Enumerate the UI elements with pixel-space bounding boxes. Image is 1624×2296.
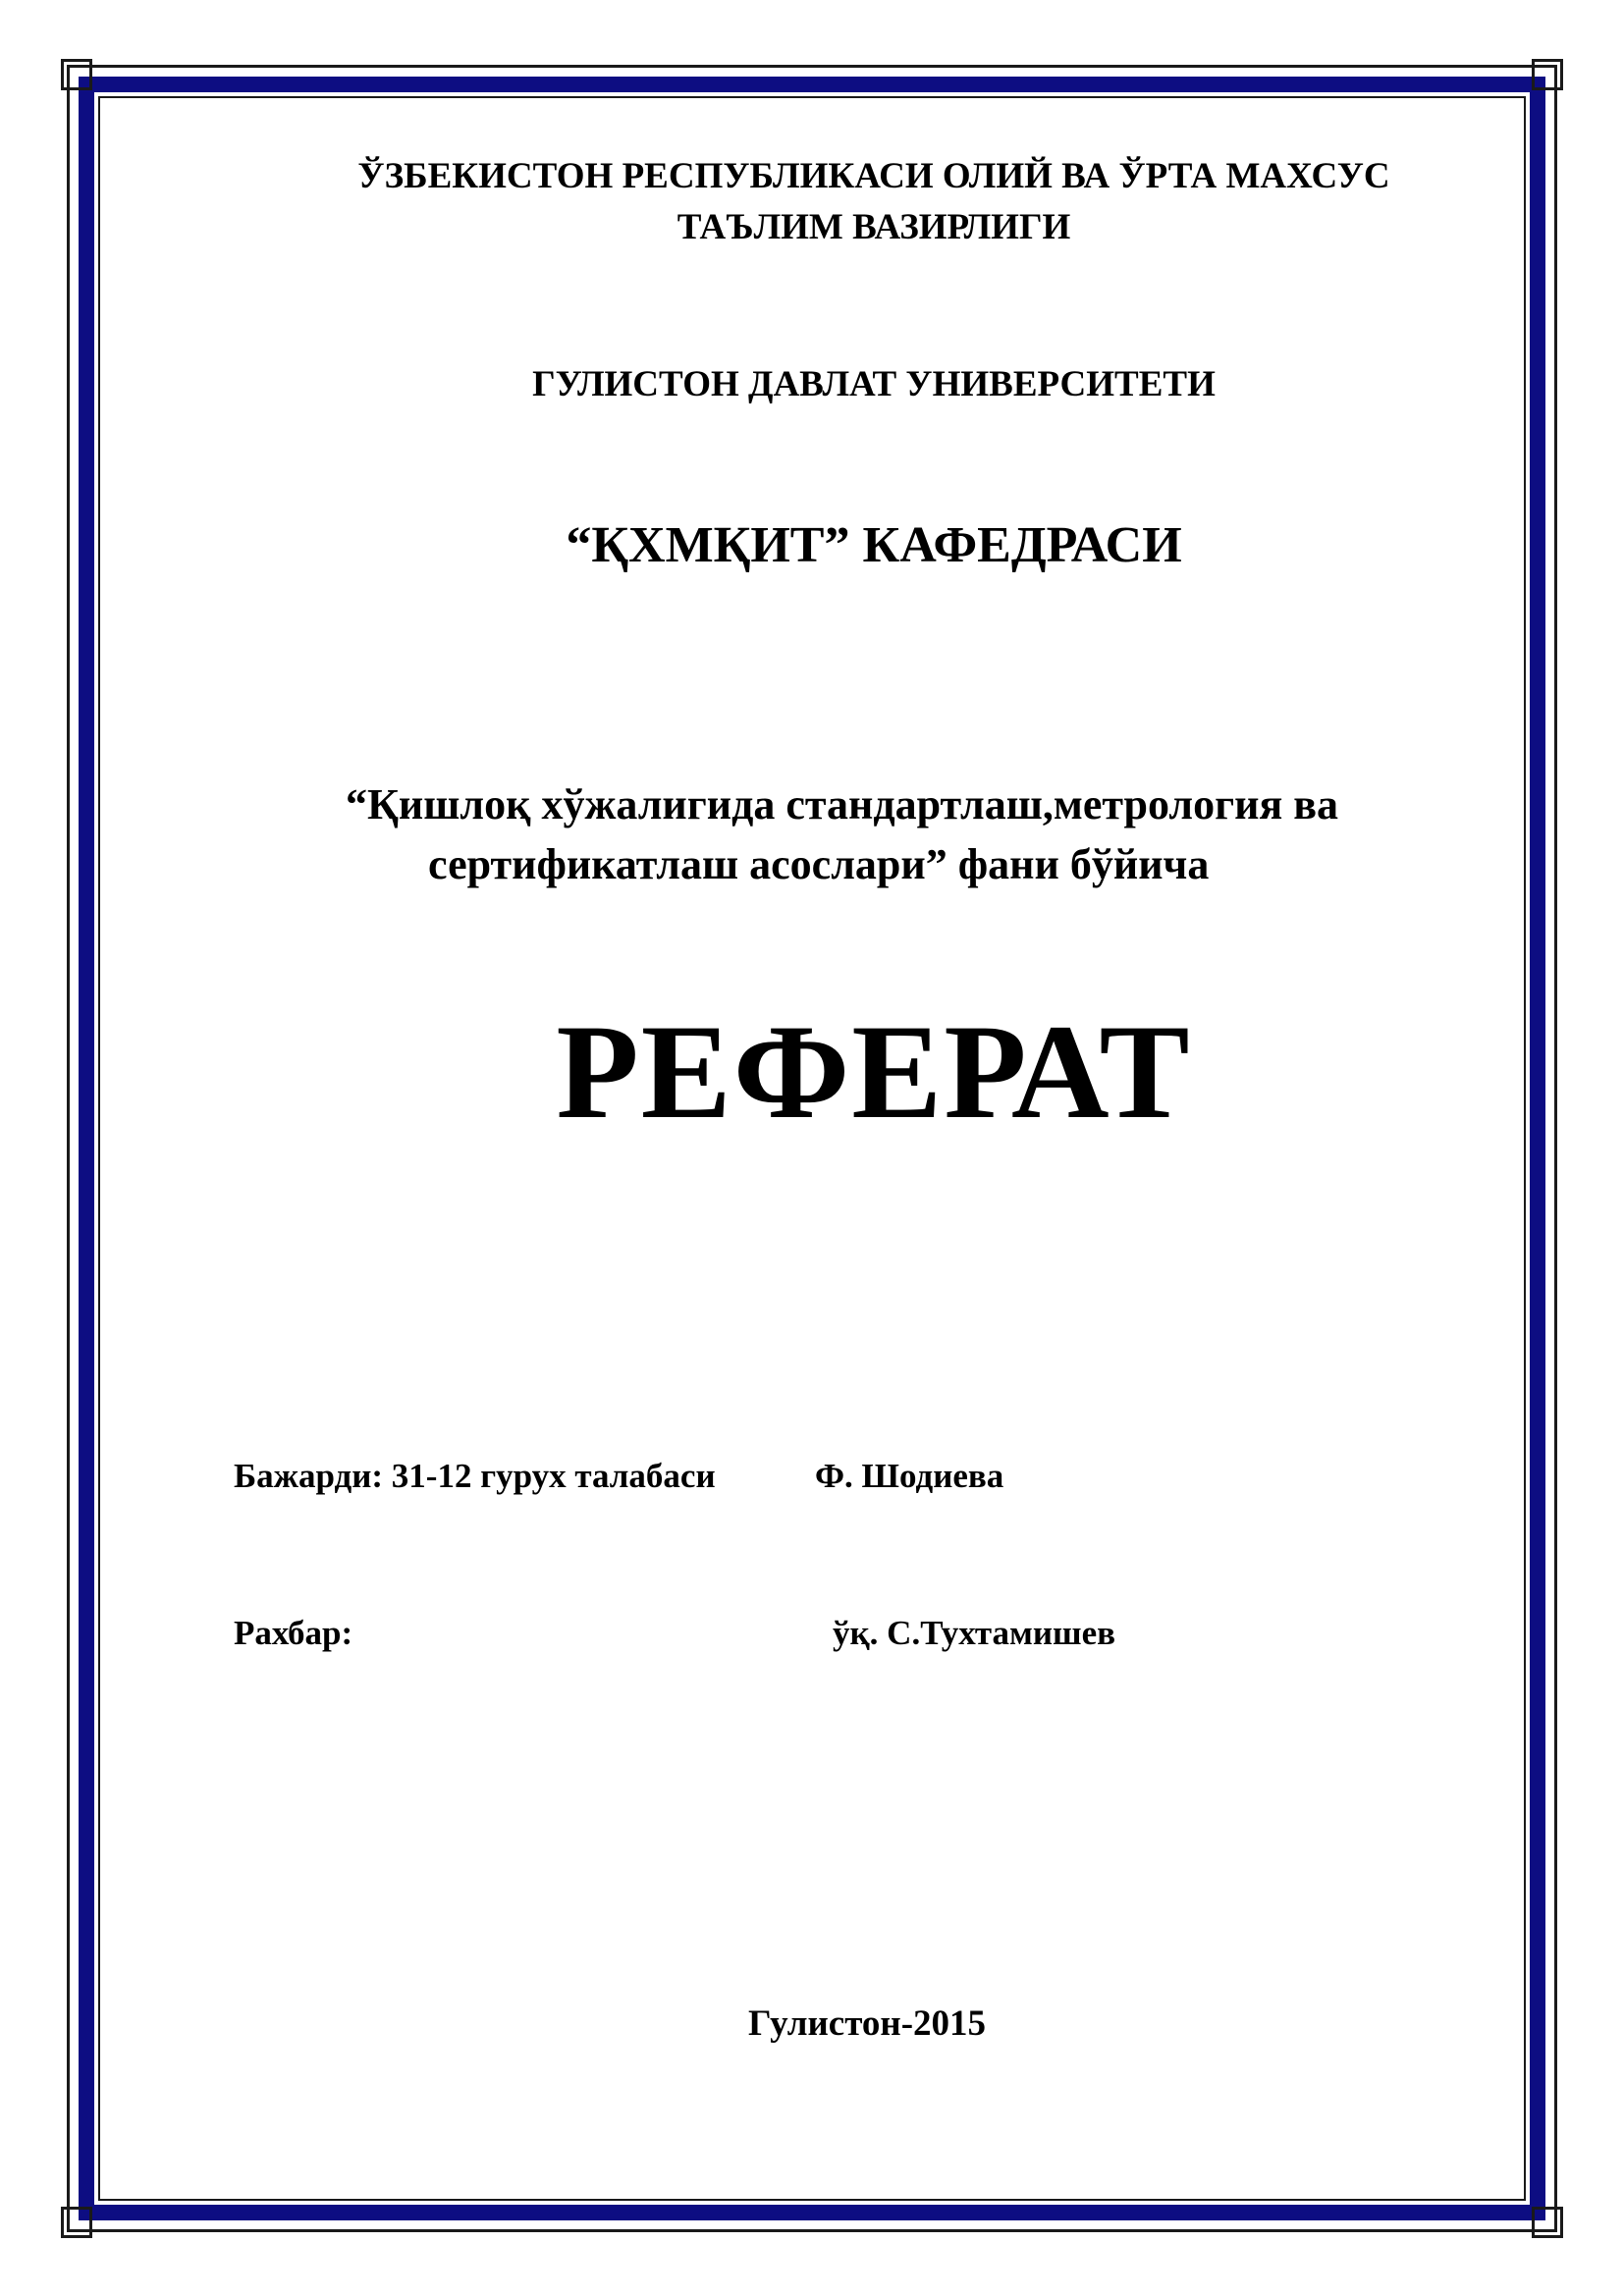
performer-name: Ф. Шодиева (815, 1457, 1004, 1495)
department-name: “ҚХМҚИТ” КАФЕДРАСИ (566, 517, 1182, 573)
corner-ornament-top-left (61, 59, 92, 90)
subject-line-2: сертификатлаш асослари” фани бўйича (428, 840, 1210, 888)
university-name: ГУЛИСТОН ДАВЛАТ УНИВЕРСИТЕТИ (532, 364, 1216, 404)
performer-label: Бажарди: 31-12 гурух талабаси (234, 1457, 716, 1495)
corner-ornament-top-right (1532, 59, 1563, 90)
place-and-year: Гулистон-2015 (748, 2003, 987, 2044)
subject-line-1: “Қишлоқ хўжалигида стандартлаш,метрология ва (346, 780, 1339, 828)
document-type-title: РЕФЕРАТ (556, 996, 1192, 1147)
supervisor-name: ўқ. С.Тухтамишев (833, 1614, 1116, 1652)
ministry-title-line-1: ЎЗБЕКИСТОН РЕСПУБЛИКАСИ ОЛИЙ ВА ЎРТА МАХСУС (357, 156, 1390, 196)
supervisor-label: Рахбар: (234, 1614, 353, 1652)
ministry-title-line-2: ТАЪЛИМ ВАЗИРЛИГИ (677, 207, 1071, 247)
corner-ornament-bottom-right (1532, 2207, 1563, 2238)
corner-ornament-bottom-left (61, 2207, 92, 2238)
